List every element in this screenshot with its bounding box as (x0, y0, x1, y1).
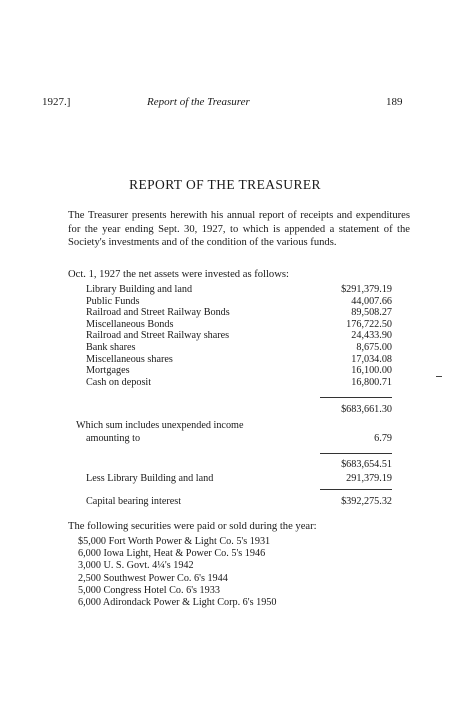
margin-mark (436, 376, 442, 377)
asset-row (86, 296, 392, 308)
security-item: $5,000 Fort Worth Power & Light Co. 5's 1931 (78, 536, 271, 547)
assets-lead: Oct. 1, 1927 the net assets were invested as follows: (68, 269, 289, 280)
capital-row (86, 496, 392, 508)
sum-rule-2 (320, 453, 392, 454)
asset-amount: 176,722.50 (346, 318, 392, 330)
intro-paragraph (68, 209, 410, 250)
securities-lead: The following securities were paid or sold during the year: (68, 521, 317, 532)
asset-amount: 8,675.00 (356, 341, 392, 353)
asset-amount: 16,800.71 (351, 376, 392, 388)
security-item: 3,000 U. S. Govt. 4¼'s 1942 (78, 560, 194, 572)
asset-label: Library Building and land (86, 284, 193, 295)
asset-amount: 24,433.90 (351, 330, 392, 342)
asset-label: Public Funds (86, 295, 140, 307)
subtotal-amount-1: $683,661.30 (341, 404, 392, 415)
asset-amount: 16,100.00 (351, 365, 392, 377)
asset-row (86, 365, 392, 377)
unexpended-label-1: Which sum includes unexpended income (76, 420, 244, 431)
capital-amount: $392,275.32 (341, 496, 392, 507)
asset-label: Mortgages (86, 365, 130, 377)
asset-amount: 44,007.66 (351, 295, 392, 307)
page-number: 189 (386, 96, 403, 108)
asset-amount: $291,379.19 (341, 284, 392, 295)
unexpended-amount: 6.79 (374, 433, 392, 444)
running-title: Report of the Treasurer (147, 96, 250, 108)
asset-label: Bank shares (86, 341, 136, 353)
assets-table (86, 284, 392, 388)
intro-text: The Treasurer presents herewith his annual report of receipts and expenditures for the year ending Sept. 30, 1927, to which is appended a statement of the Society's investments and of the condition of the various funds. (68, 210, 410, 249)
asset-amount: 17,034.08 (351, 353, 392, 365)
sum-rule-1 (320, 397, 392, 398)
security-item: 6,000 Adirondack Power & Light Corp. 6's 1950 (78, 596, 277, 608)
asset-row (86, 319, 392, 331)
less-row (86, 473, 392, 485)
security-item: 5,000 Congress Hotel Co. 6's 1933 (78, 584, 220, 596)
asset-row (86, 377, 392, 389)
security-item: 2,500 Southwest Power Co. 6's 1944 (78, 572, 228, 584)
asset-row (86, 307, 392, 319)
asset-label: Cash on deposit (86, 376, 152, 388)
header-year: 1927.] (42, 96, 71, 108)
less-amount: 291,379.19 (346, 473, 392, 484)
asset-label: Railroad and Street Railway Bonds (86, 307, 230, 319)
subtotal-row-1 (86, 404, 392, 416)
asset-label: Miscellaneous shares (86, 353, 173, 365)
unexpended-label-2: amounting to (86, 433, 141, 444)
less-label: Less Library Building and land (86, 473, 214, 484)
asset-label: Railroad and Street Railway shares (86, 330, 230, 342)
capital-label: Capital bearing interest (86, 496, 182, 507)
subtotal-row-2 (86, 459, 392, 471)
sum-rule-3 (320, 489, 392, 490)
asset-row (86, 354, 392, 366)
asset-row (86, 284, 392, 296)
asset-amount: 89,508.27 (351, 307, 392, 319)
unexpended-row-2 (86, 433, 392, 445)
subtotal-amount-2: $683,654.51 (341, 459, 392, 470)
security-item: 6,000 Iowa Light, Heat & Power Co. 5's 1946 (78, 548, 266, 560)
asset-label: Miscellaneous Bonds (86, 318, 174, 330)
report-title: REPORT OF THE TREASURER (129, 177, 321, 192)
asset-row (86, 330, 392, 342)
unexpended-row-1 (76, 420, 392, 432)
securities-list (78, 536, 277, 609)
asset-row (86, 342, 392, 354)
